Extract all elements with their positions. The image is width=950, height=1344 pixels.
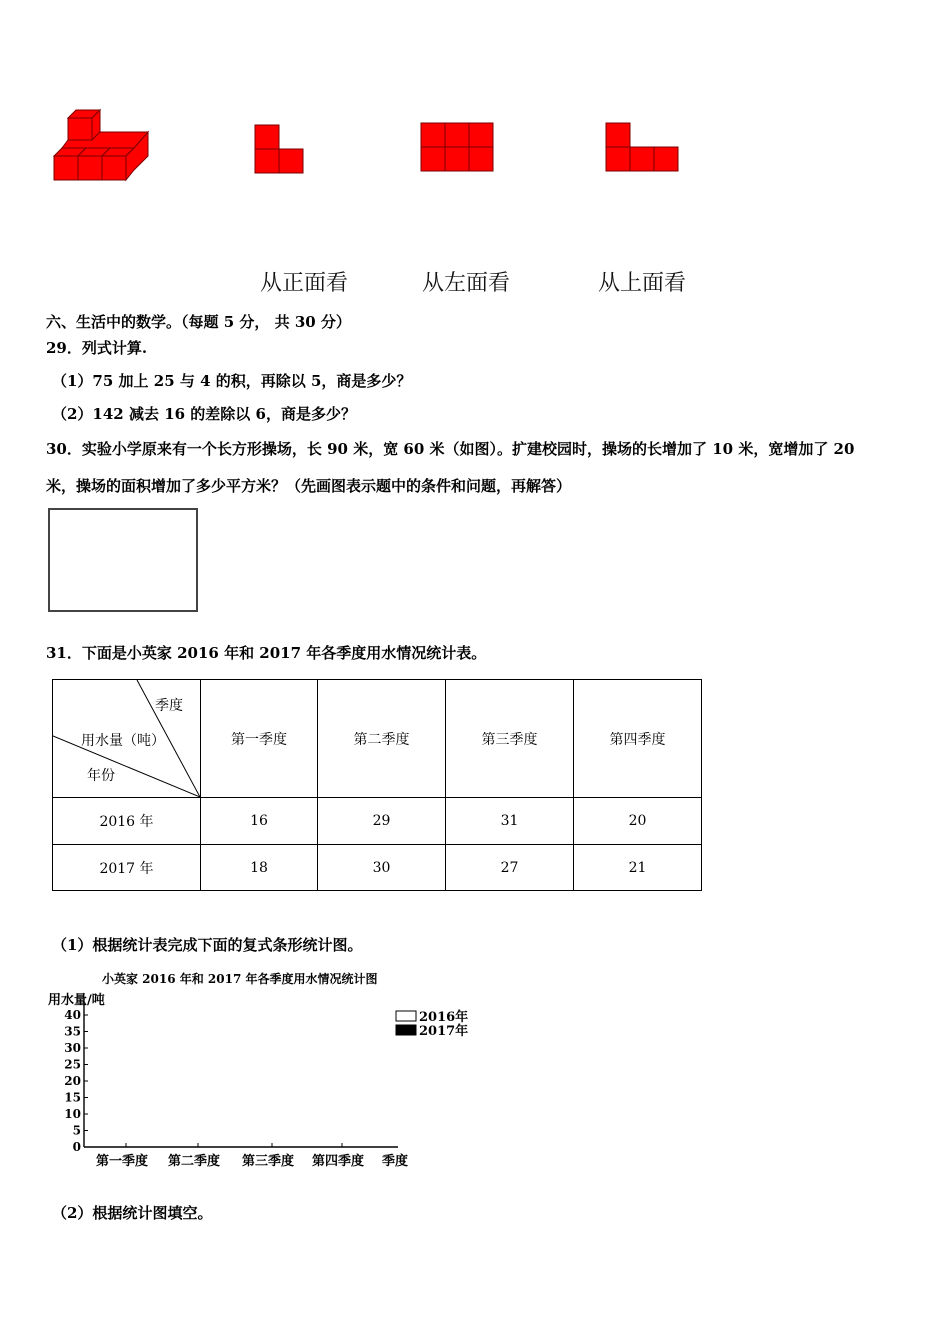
year-cell: 2017 年: [53, 845, 201, 891]
front-view-caption: 从正面看: [260, 271, 349, 296]
y-tick-label: 5: [72, 1123, 81, 1138]
table-cell: 29: [318, 798, 446, 845]
q31-title: 31．下面是小英家 2016 年和 2017 年各季度用水情况统计表。: [46, 644, 487, 662]
y-tick-label: 10: [64, 1107, 81, 1121]
x-tick-label: 第三季度: [242, 1154, 295, 1169]
left-view-caption: 从左面看: [422, 271, 511, 296]
table-cell: 18: [201, 845, 318, 891]
diag-usage-label: 用水量（吨）: [81, 733, 165, 749]
section-heading: 六、生活中的数学。（每题 5 分， 共 30 分）: [46, 313, 351, 331]
y-tick-label: 25: [64, 1057, 81, 1072]
chart-title: 小英家 2016 年和 2017 年各季度用水情况统计图: [102, 972, 378, 986]
playground-rectangle: [48, 508, 198, 612]
y-tick-label: 40: [64, 1008, 81, 1022]
legend-swatch: [396, 1025, 416, 1035]
q30-line1: 30．实验小学原来有一个长方形操场，长 90 米，宽 60 米（如图）。扩建校园时，操场的长增加了 10 米，宽增加了 20: [46, 440, 855, 458]
legend-label: 2017年: [419, 1024, 469, 1039]
y-tick-label: 30: [64, 1041, 81, 1055]
table-cell: 21: [574, 845, 702, 891]
y-tick-label: 35: [64, 1024, 81, 1039]
column-header: 第三季度: [446, 680, 574, 798]
cube-3d-figure: [52, 108, 152, 183]
q31-part2: （2）根据统计图填空。: [52, 1204, 213, 1222]
table-cell: 30: [318, 845, 446, 891]
table-cell: 20: [574, 798, 702, 845]
front-view-figure: [254, 124, 306, 176]
y-tick-label: 0: [72, 1140, 81, 1154]
y-axis-label: 用水量/吨: [48, 993, 105, 1008]
x-axis-label: 季度: [382, 1154, 409, 1169]
q31-part1: （1）根据统计表完成下面的复式条形统计图。: [52, 936, 363, 954]
q30-line2: 米，操场的面积增加了多少平方米？（先画图表示题中的条件和问题，再解答）: [46, 477, 572, 495]
water-usage-table: [52, 679, 702, 891]
y-tick-label: 15: [64, 1090, 81, 1105]
diag-year-label: 年份: [87, 768, 115, 784]
q29-title: 29．列式计算.: [46, 339, 148, 357]
legend-label: 2016年: [419, 1010, 469, 1025]
x-tick-label: 第一季度: [96, 1154, 149, 1169]
diagonal-header-cell: [53, 680, 201, 798]
table-cell: 31: [446, 798, 574, 845]
legend-swatch: [396, 1011, 416, 1021]
top-view-figure: [605, 122, 681, 174]
table-cell: 16: [201, 798, 318, 845]
q29-part1: （1）75 加上 25 与 4 的积，再除以 5，商是多少？: [52, 372, 412, 390]
diag-season-label: 季度: [155, 698, 183, 714]
year-cell: 2016 年: [53, 798, 201, 845]
table-row: [53, 798, 702, 845]
column-header: 第一季度: [201, 680, 318, 798]
top-view-caption: 从上面看: [598, 271, 687, 296]
chart-svg: [40, 965, 480, 1175]
bar-chart: [40, 965, 480, 1175]
x-tick-label: 第二季度: [168, 1154, 221, 1169]
y-tick-label: 20: [64, 1074, 81, 1088]
table-header-row: [53, 680, 702, 798]
table-cell: 27: [446, 845, 574, 891]
column-header: 第二季度: [318, 680, 446, 798]
q29-part2: （2）142 减去 16 的差除以 6，商是多少？: [52, 405, 356, 423]
x-tick-label: 第四季度: [312, 1154, 365, 1169]
table-row: [53, 845, 702, 891]
column-header: 第四季度: [574, 680, 702, 798]
left-view-figure: [420, 122, 496, 174]
